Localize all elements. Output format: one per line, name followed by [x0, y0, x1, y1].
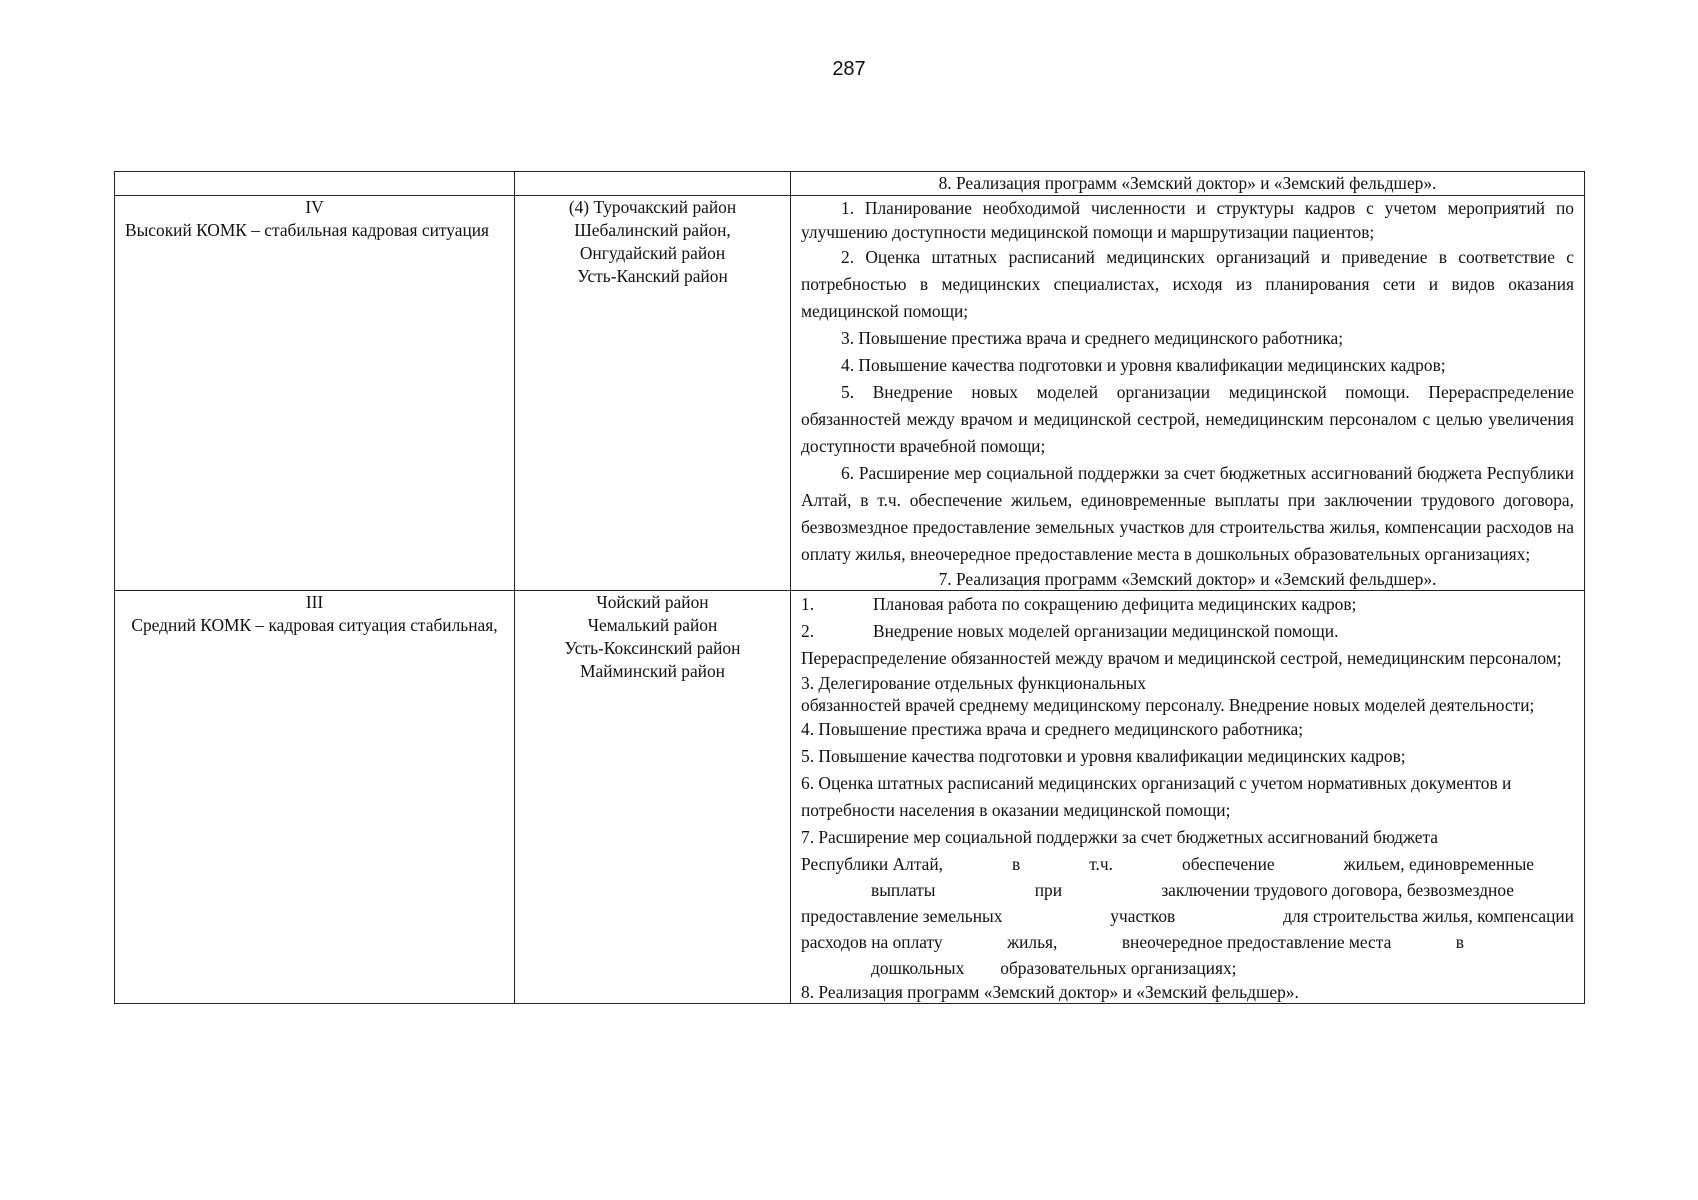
- districts-cell: [515, 591, 791, 1004]
- district-item: (4) Турочакский район: [568, 197, 737, 217]
- category-description: Высокий КОМК – стабильная кадровая ситуация: [125, 220, 490, 240]
- measure-item: 2. Оценка штатных расписаний медицинских организаций и приведение в соответствие с потребностью в медицинских специалистах, исходя из планирования сети и видов оказания медицинской помощи;: [801, 247, 1574, 321]
- district-item: Шебалинский район,: [574, 220, 731, 240]
- text-fragment: заключении трудового договора, безвозмездное: [1161, 880, 1514, 900]
- measure-continuation: [801, 903, 1574, 929]
- text-fragment: дошкольных: [871, 958, 965, 978]
- measure-continuation: [801, 851, 1574, 877]
- text-fragment: образовательных организациях;: [1000, 958, 1237, 978]
- text-fragment: Республики Алтай,: [801, 854, 944, 874]
- measure-item: 4. Повышение качества подготовки и уровня квалификации медицинских кадров;: [841, 355, 1446, 375]
- category-cell: [115, 591, 515, 1004]
- category-description: Средний КОМК – кадровая ситуация стабильная,: [131, 615, 498, 635]
- measures-cell: [791, 196, 1585, 591]
- measure-item: 8. Реализация программ «Земский доктор» и «Земский фельдшер».: [938, 173, 1437, 193]
- category-cell: [115, 196, 515, 591]
- district-item: Чойский район: [596, 592, 709, 612]
- measures-cell: [791, 591, 1585, 1004]
- measure-item: 8. Реализация программ «Земский доктор» и «Земский фельдшер».: [801, 982, 1299, 1002]
- measure-text: Плановая работа по сокращению дефицита медицинских кадров;: [873, 594, 1357, 614]
- text-fragment: в: [1012, 854, 1021, 874]
- text-fragment: предоставление земельных: [801, 906, 1003, 926]
- measure-continuation: Перераспределение обязанностей между врачом и медицинской сестрой, немедицинским персоналом;: [801, 648, 1562, 668]
- measure-continuation: [801, 955, 1574, 981]
- category-cell: [115, 172, 515, 196]
- measure-item: [801, 591, 1574, 618]
- category-number: IV: [305, 197, 324, 217]
- measure-number: 2.: [801, 621, 815, 641]
- measure-item: 5. Внедрение новых моделей организации медицинской помощи. Перераспределение обязанностей между врачом и медицинской сестрой, немедицинским персоналом с целью увеличения доступности врачебной помощи;: [801, 382, 1574, 456]
- text-fragment: выплаты: [871, 880, 936, 900]
- measure-item: 6. Оценка штатных расписаний медицинских организаций с учетом нормативных документов и потребности населения в оказании медицинской помощи;: [801, 773, 1512, 820]
- table-row: [115, 591, 1585, 1004]
- district-item: Майминский район: [580, 661, 725, 681]
- districts-cell: [515, 196, 791, 591]
- measure-item: 1. Планирование необходимой численности и структуры кадров с учетом мероприятий по улучшению доступности медицинской помощи и маршрутизации пациентов;: [801, 198, 1574, 242]
- districts-cell: [515, 172, 791, 196]
- measure-item: [801, 618, 1574, 645]
- measure-continuation: [801, 929, 1574, 955]
- district-item: Усть-Коксинский район: [564, 638, 741, 658]
- district-item: Онгудайский район: [579, 243, 726, 263]
- table-row: [115, 172, 1585, 196]
- text-fragment: для строительства жилья, компенсации: [1283, 906, 1574, 926]
- text-fragment: т.ч.: [1089, 854, 1113, 874]
- text-fragment: обеспечение: [1182, 854, 1275, 874]
- measure-item: 7. Реализация программ «Земский доктор» и «Земский фельдшер».: [938, 569, 1437, 589]
- text-fragment: расходов на оплату: [801, 932, 943, 952]
- measure-item: 6. Расширение мер социальной поддержки за счет бюджетных ассигнований бюджета Республики Алтай, в т.ч. обеспечение жильем, единовременные выплаты при заключении трудового договора, безвозмездное предоставление земельных участков для строительства жилья, компенсации расходов на оплату жилья, внеочередное предоставление места в дошкольных образовательных организациях;: [801, 463, 1574, 564]
- measure-item: 4. Повышение престижа врача и среднего медицинского работника;: [801, 719, 1304, 739]
- text-fragment: жилья,: [1007, 932, 1058, 952]
- measure-text: Внедрение новых моделей организации медицинской помощи.: [873, 621, 1339, 641]
- measures-table: [114, 171, 1585, 1004]
- district-item: Усть-Канский район: [577, 266, 728, 286]
- text-fragment: внеочередное предоставление места: [1121, 932, 1392, 952]
- table-row: [115, 196, 1585, 591]
- text-fragment: жильем, единовременные: [1343, 854, 1534, 874]
- measure-item: 7. Расширение мер социальной поддержки за счет бюджетных ассигнований бюджета: [801, 827, 1439, 847]
- measure-number: 1.: [801, 594, 815, 614]
- measure-continuation: [801, 877, 1574, 903]
- measure-item: 3. Делегирование отдельных функциональных: [801, 673, 1146, 693]
- measure-item: 3. Повышение престижа врача и среднего медицинского работника;: [841, 328, 1344, 348]
- text-fragment: при: [1034, 880, 1063, 900]
- text-fragment: в: [1455, 932, 1464, 952]
- category-number: III: [305, 592, 324, 612]
- measures-cell: [791, 172, 1585, 196]
- text-fragment: участков: [1110, 906, 1176, 926]
- district-item: Чемалький район: [587, 615, 718, 635]
- page-number: 287: [832, 58, 866, 80]
- measure-continuation: обязанностей врачей среднему медицинскому персоналу. Внедрение новых моделей деятельности;: [801, 695, 1535, 715]
- measure-item: 5. Повышение качества подготовки и уровня квалификации медицинских кадров;: [801, 746, 1406, 766]
